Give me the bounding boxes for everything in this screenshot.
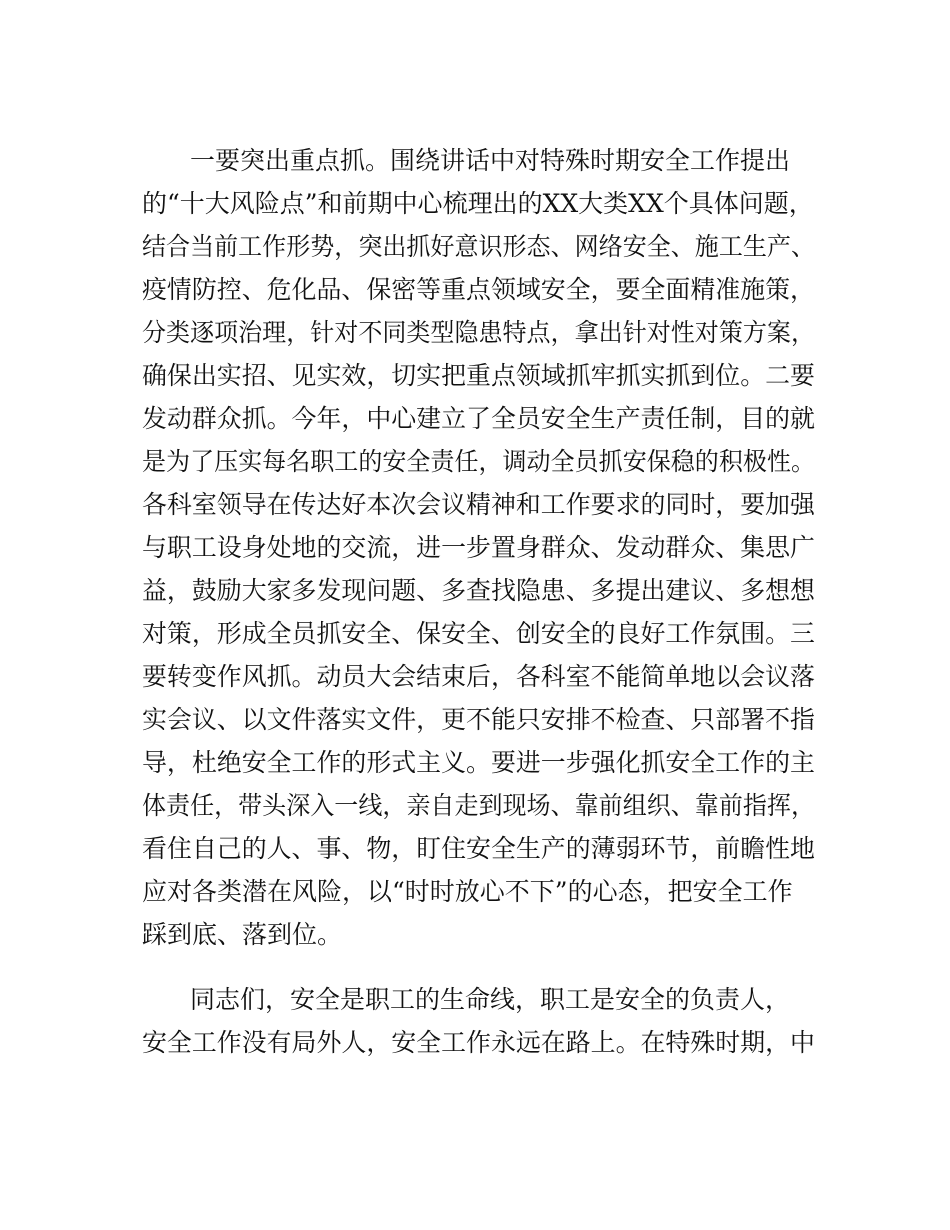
text-line: 的“十大风险点”和前期中心梳理出的XX大类XX个具体问题， xyxy=(142,189,814,218)
text-line: 踩到底、落到位。 xyxy=(142,920,343,949)
text-line: 应对各类潜在风险，以“时时放心不下”的心态，把安全工作 xyxy=(142,877,793,906)
text-line: 安全工作没有局外人，安全工作永远在路上。在特殊时期，中 xyxy=(142,1028,815,1057)
text-line: 看住自己的人、事、物，盯住安全生产的薄弱环节，前瞻性地 xyxy=(142,834,815,863)
text-line: 一要突出重点抓。围绕讲话中对特殊时期安全工作提出 xyxy=(190,146,791,175)
text-line: 分类逐项治理，针对不同类型隐患特点，拿出针对性对策方案， xyxy=(142,318,815,347)
text-line: 导，杜绝安全工作的形式主义。要进一步强化抓安全工作的主 xyxy=(142,748,815,777)
text-line: 要转变作风抓。动员大会结束后，各科室不能简单地以会议落 xyxy=(142,662,815,691)
text-line: 各科室领导在传达好本次会议精神和工作要求的同时，要加强 xyxy=(142,490,815,519)
text-line: 发动群众抓。今年，中心建立了全员安全生产责任制，目的就 xyxy=(142,404,815,433)
text-line: 益，鼓励大家多发现问题、多查找隐患、多提出建议、多想想 xyxy=(142,576,815,605)
text-line: 体责任，带头深入一线，亲自走到现场、靠前组织、靠前指挥， xyxy=(142,791,815,820)
text-line: 是为了压实每名职工的安全责任，调动全员抓安保稳的积极性。 xyxy=(142,447,815,476)
text-line: 同志们，安全是职工的生命线，职工是安全的负责人， xyxy=(190,985,791,1014)
text-line: 对策，形成全员抓安全、保安全、创安全的良好工作氛围。三 xyxy=(142,619,815,648)
text-line: 实会议、以文件落实文件，更不能只安排不检查、只部署不指 xyxy=(142,705,815,734)
text-line: 确保出实招、见实效，切实把重点领域抓牢抓实抓到位。二要 xyxy=(142,361,815,390)
text-line: 与职工设身处地的交流，进一步置身群众、发动群众、集思广 xyxy=(142,533,815,562)
text-line: 疫情防控、危化品、保密等重点领域安全，要全面精准施策， xyxy=(142,275,815,304)
text-line: 结合当前工作形势，突出抓好意识形态、网络安全、施工生产、 xyxy=(142,232,815,261)
